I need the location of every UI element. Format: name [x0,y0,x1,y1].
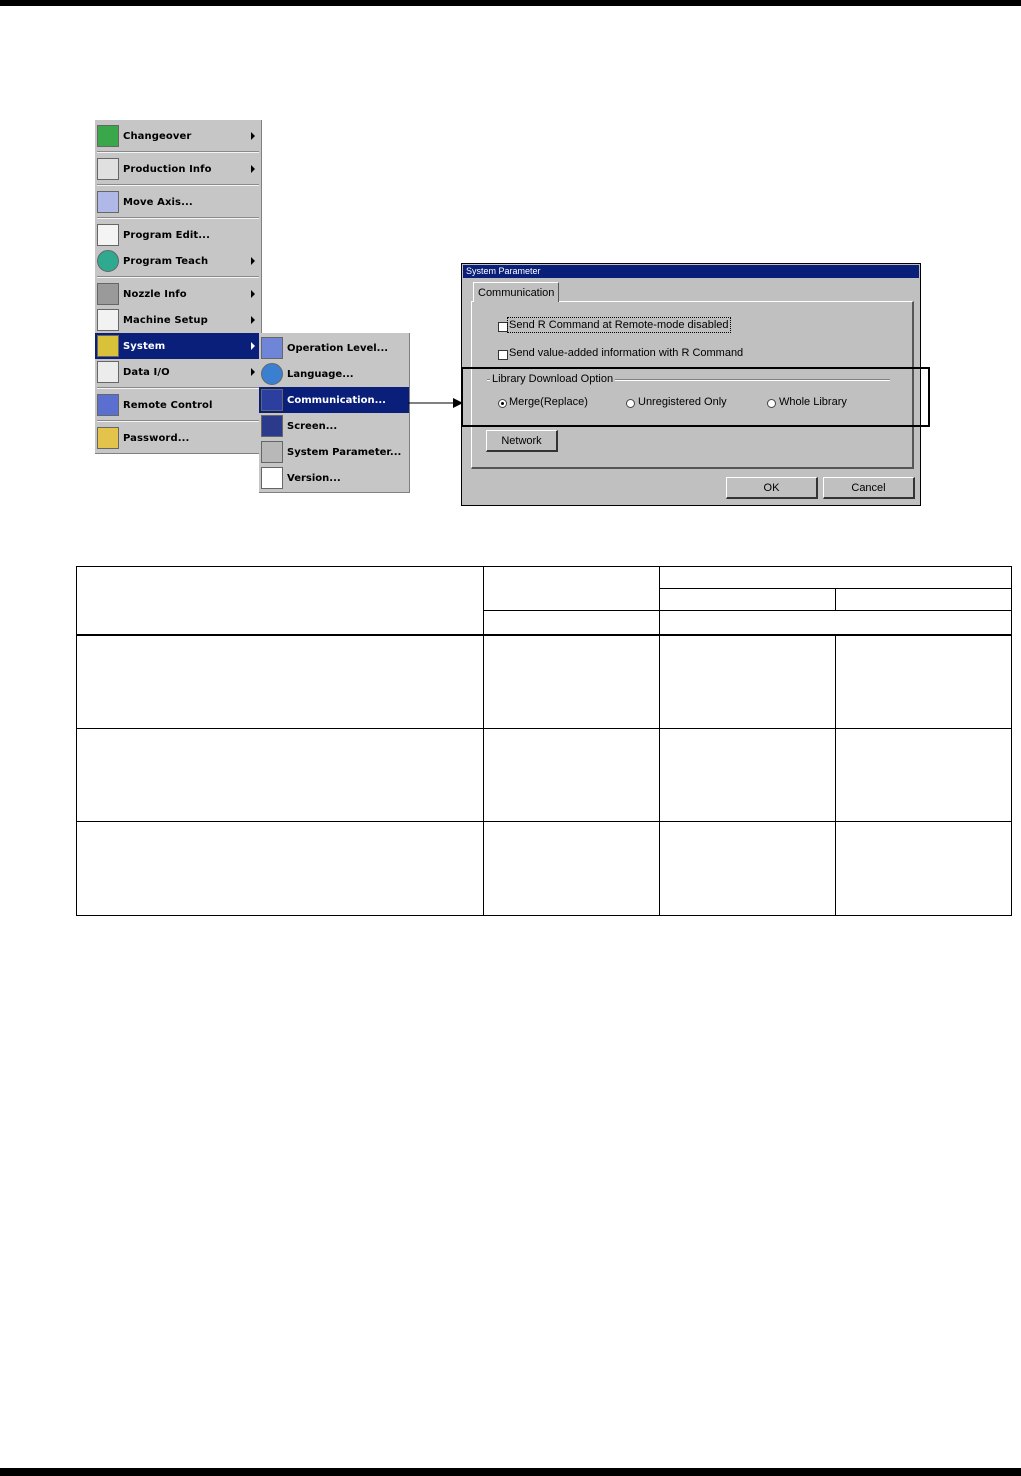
library-download-group-label: Library Download Option [492,373,614,385]
connector-arrow [408,397,464,409]
menu-item-data-io[interactable] [95,359,261,385]
dialog-title: System Parameter [463,265,919,278]
submenu-item-label: Language... [287,368,354,380]
menu-item-remote-control[interactable] [95,392,261,418]
table-divider [484,610,1012,611]
whole-library-label[interactable]: Whole Library [779,396,847,408]
system-gear-icon [97,335,119,357]
submenu-item-operation-level[interactable] [259,335,409,361]
menu-item-label: Production Info [123,163,212,175]
submenu-item-label: Screen... [287,420,338,432]
highlight-box [461,367,930,427]
table-header-divider [76,634,1012,636]
move-axis-icon [97,191,119,213]
submenu-arrow-icon [251,316,255,324]
menu-separator [97,387,259,389]
menu-item-label: Program Edit... [123,229,210,241]
menu-item-label: Changeover [123,130,192,142]
program-teach-icon [97,250,119,272]
menu-item-label: Nozzle Info [123,288,187,300]
ok-button[interactable]: OK [726,477,818,499]
communication-icon [261,389,283,411]
menu-item-label: Machine Setup [123,314,208,326]
remote-control-icon [97,394,119,416]
table-border [1011,566,1012,916]
menu-item-move-axis[interactable] [95,189,261,215]
menu-item-label: Move Axis... [123,196,193,208]
table-row-divider [76,821,1012,822]
submenu-item-system-parameter[interactable] [259,439,409,465]
submenu-item-label: Operation Level... [287,342,389,354]
table-border [76,915,1012,916]
menu-separator [97,276,259,278]
menu-item-label: Password... [123,432,190,444]
wrench-icon [97,309,119,331]
submenu-item-label: System Parameter... [287,446,402,458]
table-border [76,566,1012,567]
submenu-arrow-icon [251,342,255,350]
globe-icon [261,363,283,385]
menu-item-program-teach[interactable] [95,248,261,274]
menu-separator [97,151,259,153]
menu-separator [97,184,259,186]
menu-item-label: Remote Control [123,399,213,411]
menu-item-label: System [123,340,166,352]
system-submenu [259,333,410,493]
bottom-rule [0,1468,1021,1476]
submenu-item-label: Version... [287,472,341,484]
submenu-item-label: Communication... [287,394,386,406]
menu-item-changeover[interactable] [95,123,261,149]
submenu-arrow-icon [251,257,255,265]
production-info-icon [97,158,119,180]
menu-separator [97,420,259,422]
menu-item-label: Data I/O [123,366,170,378]
program-edit-icon [97,224,119,246]
submenu-item-communication[interactable] [259,387,409,413]
submenu-arrow-icon [251,368,255,376]
merge-replace-label[interactable]: Merge(Replace) [509,396,588,408]
send-value-added-label[interactable]: Send value-added information with R Command [509,347,744,359]
network-button[interactable]: Network [486,430,558,452]
nozzle-icon [97,283,119,305]
changeover-icon [97,125,119,147]
submenu-item-screen[interactable] [259,413,409,439]
menu-item-machine-setup[interactable] [95,307,261,333]
tab-communication[interactable]: Communication [473,282,559,302]
table-divider [659,566,660,916]
menu-item-production-info[interactable] [95,156,261,182]
submenu-item-version[interactable] [259,465,409,491]
empty-table [76,566,1012,916]
submenu-arrow-icon [251,165,255,173]
table-divider [660,588,1012,589]
menu-item-label: Program Teach [123,255,209,267]
menu-item-program-edit[interactable] [95,222,261,248]
gears-icon [261,441,283,463]
data-io-icon [97,361,119,383]
send-value-added-checkbox[interactable] [498,350,508,360]
version-icon [261,467,283,489]
table-border [76,566,77,916]
main-menu [95,120,262,454]
menu-item-nozzle-info[interactable] [95,281,261,307]
cancel-button[interactable]: Cancel [823,477,915,499]
menu-item-password[interactable] [95,425,261,451]
send-r-command-label[interactable]: Send R Command at Remote-mode disabled [509,319,729,331]
send-r-command-checkbox[interactable] [498,322,508,332]
unregistered-only-label[interactable]: Unregistered Only [638,396,727,408]
submenu-item-language[interactable] [259,361,409,387]
table-row-divider [76,728,1012,729]
table-divider [483,566,484,916]
operation-level-icon [261,337,283,359]
menu-separator [97,217,259,219]
menu-item-system[interactable] [95,333,261,359]
screen-icon [261,415,283,437]
table-divider [835,634,836,916]
key-icon [97,427,119,449]
top-rule [0,0,1021,6]
submenu-arrow-icon [251,290,255,298]
table-divider [835,588,836,610]
submenu-arrow-icon [251,132,255,140]
